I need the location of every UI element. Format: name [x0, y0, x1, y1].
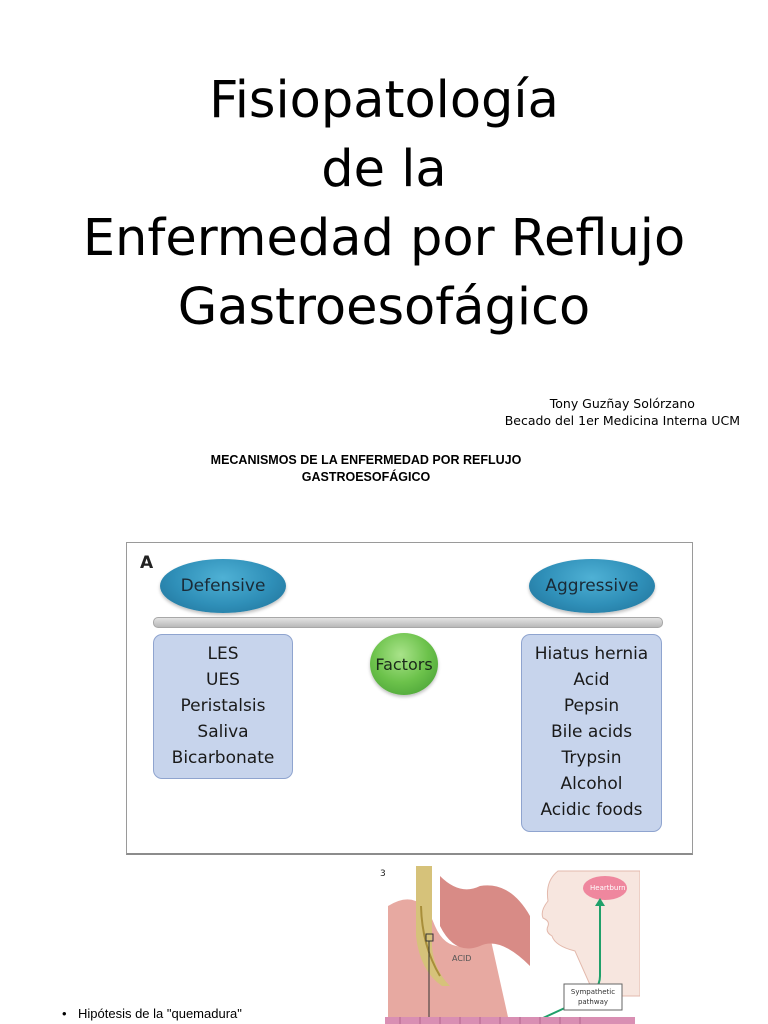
defensive-item: UES [206, 670, 240, 690]
author-name: Tony Guzñay Solórzano [549, 396, 695, 411]
section-heading [150, 452, 582, 486]
figure-a-balance-diagram [126, 542, 693, 855]
aggressive-item: Bile acids [550, 722, 633, 742]
figure-b-letter: 3 [380, 869, 386, 879]
title-line-2: de la [321, 140, 447, 199]
bullet-item [62, 1006, 242, 1022]
defensive-item: Saliva [197, 722, 249, 742]
author-affiliation: Becado del 1er Medicina Interna UCM [504, 413, 740, 428]
aggressive-item: Trypsin [561, 748, 622, 768]
section-heading-line-1: MECANISMOS DE LA ENFERMEDAD POR REFLUJO [210, 453, 522, 467]
heartburn-illustration [380, 866, 640, 1024]
acid-label: ACID [452, 954, 472, 963]
aggressive-item: Hiatus hernia [534, 644, 649, 664]
page-title [0, 66, 768, 342]
bullet-text: Hipótesis de la "quemadura" [78, 1006, 242, 1021]
title-line-1: Fisiopatología [209, 71, 559, 130]
aggressive-item: Acid [573, 670, 610, 690]
defensive-factors-panel [153, 634, 293, 779]
defensive-label: Defensive [180, 576, 266, 596]
aggressive-label: Aggressive [545, 576, 639, 596]
defensive-ellipse [160, 559, 286, 613]
title-line-3: Enfermedad por Reflujo [82, 209, 686, 268]
author-block [505, 395, 740, 429]
factors-fulcrum [370, 633, 438, 695]
aggressive-item: Pepsin [563, 696, 620, 716]
figure-a-letter: A [140, 553, 154, 573]
aggressive-item: Acidic foods [540, 800, 643, 820]
factors-label: Factors [375, 654, 433, 674]
section-heading-line-2: GASTROESOFÁGICO [301, 470, 431, 484]
heartburn-label: Heartburn [590, 884, 626, 892]
figure-b-heartburn-illustration [380, 866, 640, 1024]
aggressive-ellipse [529, 559, 655, 613]
bullet-marker: • [62, 1006, 67, 1021]
aggressive-factors-panel [521, 634, 662, 832]
pathway-label-2: pathway [577, 998, 609, 1006]
tissue-band [385, 1017, 635, 1024]
title-line-4: Gastroesofágico [177, 278, 591, 337]
defensive-item: Bicarbonate [171, 748, 275, 768]
defensive-item: LES [207, 644, 239, 664]
aggressive-item: Alcohol [560, 774, 623, 794]
balance-beam [153, 617, 663, 628]
defensive-item: Peristalsis [180, 696, 266, 716]
pathway-label-1: Sympathetic [570, 988, 616, 996]
